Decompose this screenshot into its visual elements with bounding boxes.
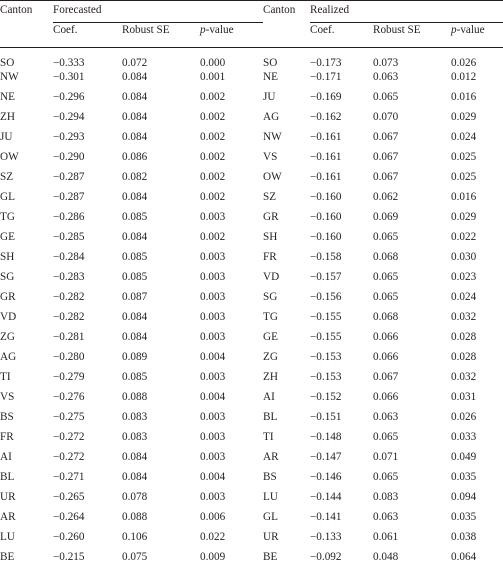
forecasted-pvalue-cell: 0.003 (200, 310, 263, 330)
forecasted-se-cell: 0.083 (122, 410, 200, 430)
realized-coef-cell: −0.156 (310, 290, 373, 310)
realized-se-cell: 0.063 (373, 70, 451, 90)
table-row (0, 250, 503, 270)
forecasted-coef-cell: −0.287 (53, 170, 122, 190)
forecasted-pvalue-cell: 0.009 (200, 550, 263, 570)
forecasted-pvalue-cell: 0.000 (200, 48, 263, 71)
realized-coef-cell: −0.160 (310, 210, 373, 230)
forecasted-se-cell: 0.085 (122, 270, 200, 290)
realized-coef-cell: −0.160 (310, 190, 373, 210)
realized-se-cell: 0.066 (373, 330, 451, 350)
realized-coef-cell: −0.152 (310, 390, 373, 410)
realized-pvalue-cell: 0.023 (451, 270, 503, 290)
forecasted-pvalue-cell: 0.004 (200, 470, 263, 490)
realized-canton-cell: AI (263, 390, 310, 410)
forecasted-canton-cell: AI (0, 450, 53, 470)
realized-se-cell: 0.067 (373, 370, 451, 390)
forecasted-pvalue-cell: 0.006 (200, 510, 263, 530)
realized-pvalue-cell: 0.024 (451, 130, 503, 150)
forecasted-coef-cell: −0.265 (53, 490, 122, 510)
realized-se-cell: 0.063 (373, 410, 451, 430)
forecasted-pvalue-cell: 0.002 (200, 130, 263, 150)
forecasted-pvalue-cell: 0.002 (200, 230, 263, 250)
realized-canton-cell: UR (263, 530, 310, 550)
realized-group-header: Realized (310, 1, 503, 23)
forecasted-pvalue-cell: 0.001 (200, 70, 263, 90)
forecasted-coef-cell: −0.301 (53, 70, 122, 90)
table-row (0, 370, 503, 390)
table-row (0, 210, 503, 230)
table-row (0, 330, 503, 350)
realized-pvalue-cell: 0.029 (451, 110, 503, 130)
forecasted-coef-cell: −0.260 (53, 530, 122, 550)
forecasted-pvalue-cell: 0.003 (200, 250, 263, 270)
forecasted-se-cell: 0.084 (122, 70, 200, 90)
realized-coef-cell: −0.151 (310, 410, 373, 430)
forecasted-pvalue-cell: 0.003 (200, 410, 263, 430)
forecasted-coef-cell: −0.282 (53, 290, 122, 310)
realized-se-cell: 0.068 (373, 310, 451, 330)
realized-se-cell: 0.065 (373, 470, 451, 490)
forecasted-canton-cell: TI (0, 370, 53, 390)
realized-pvalue-cell: 0.033 (451, 430, 503, 450)
forecasted-coef-cell: −0.271 (53, 470, 122, 490)
forecasted-coef-cell: −0.296 (53, 90, 122, 110)
realized-canton-cell: JU (263, 90, 310, 110)
forecasted-coef-cell: −0.284 (53, 250, 122, 270)
table-row (0, 410, 503, 430)
table-row (0, 450, 503, 470)
forecasted-canton-cell: BL (0, 470, 53, 490)
realized-pvalue-cell: 0.032 (451, 310, 503, 330)
realized-se-cell: 0.067 (373, 130, 451, 150)
realized-se-cell: 0.070 (373, 110, 451, 130)
realized-coef-cell: −0.144 (310, 490, 373, 510)
forecasted-coef-cell: −0.286 (53, 210, 122, 230)
realized-coef-cell: −0.148 (310, 430, 373, 450)
realized-pvalue-cell: 0.035 (451, 470, 503, 490)
forecasted-pvalue-cell: 0.003 (200, 330, 263, 350)
forecasted-pvalue-cell: 0.022 (200, 530, 263, 550)
table-row (0, 470, 503, 490)
realized-pvalue-cell: 0.025 (451, 150, 503, 170)
realized-pvalue-cell: 0.031 (451, 390, 503, 410)
forecasted-pvalue-header (200, 23, 263, 48)
forecasted-group-header: Forecasted (53, 1, 263, 23)
realized-coef-cell: −0.153 (310, 350, 373, 370)
realized-se-cell: 0.065 (373, 430, 451, 450)
table-row (0, 550, 503, 570)
canton-subheader-blank-2 (263, 23, 310, 48)
forecasted-pvalue-cell: 0.003 (200, 370, 263, 390)
forecasted-coef-cell: −0.280 (53, 350, 122, 370)
forecasted-canton-cell: ZH (0, 110, 53, 130)
table-row (0, 530, 503, 550)
forecasted-canton-cell: TG (0, 210, 53, 230)
realized-se-cell: 0.061 (373, 530, 451, 550)
realized-se-cell: 0.066 (373, 390, 451, 410)
realized-se-header: Robust SE (373, 23, 451, 48)
realized-canton-cell: VD (263, 270, 310, 290)
realized-pvalue-cell: 0.026 (451, 410, 503, 430)
forecasted-se-cell: 0.084 (122, 470, 200, 490)
pvalue-suffix: -value (206, 24, 234, 36)
forecasted-canton-cell: VD (0, 310, 53, 330)
forecasted-canton-cell: NW (0, 70, 53, 90)
forecasted-pvalue-cell: 0.003 (200, 210, 263, 230)
pvalue-suffix: -value (457, 24, 485, 36)
pvalue-italic: p (451, 24, 457, 36)
realized-coef-cell: −0.157 (310, 270, 373, 290)
realized-canton-cell: SO (263, 48, 310, 71)
forecasted-pvalue-cell: 0.002 (200, 190, 263, 210)
forecasted-coef-cell: −0.287 (53, 190, 122, 210)
table-row (0, 190, 503, 210)
forecasted-pvalue-cell: 0.003 (200, 430, 263, 450)
forecasted-coef-cell: −0.272 (53, 430, 122, 450)
table-row (0, 270, 503, 290)
realized-pvalue-cell: 0.094 (451, 490, 503, 510)
realized-pvalue-cell: 0.022 (451, 230, 503, 250)
realized-pvalue-cell: 0.028 (451, 330, 503, 350)
realized-pvalue-cell: 0.024 (451, 290, 503, 310)
canton-header-realized: Canton (263, 1, 310, 23)
realized-canton-cell: GL (263, 510, 310, 530)
table-row (0, 150, 503, 170)
realized-pvalue-cell: 0.035 (451, 510, 503, 530)
realized-pvalue-cell: 0.029 (451, 210, 503, 230)
realized-canton-cell: SG (263, 290, 310, 310)
realized-canton-cell: GR (263, 210, 310, 230)
forecasted-coef-cell: −0.283 (53, 270, 122, 290)
forecasted-se-cell: 0.084 (122, 90, 200, 110)
table-row (0, 70, 503, 90)
realized-coef-cell: −0.161 (310, 130, 373, 150)
pvalue-italic: p (200, 24, 206, 36)
table-row (0, 310, 503, 330)
realized-coef-cell: −0.141 (310, 510, 373, 530)
forecasted-se-cell: 0.086 (122, 150, 200, 170)
forecasted-coef-cell: −0.333 (53, 48, 122, 71)
realized-se-cell: 0.083 (373, 490, 451, 510)
forecasted-coef-cell: −0.272 (53, 450, 122, 470)
realized-coef-cell: −0.160 (310, 230, 373, 250)
forecasted-canton-cell: SG (0, 270, 53, 290)
realized-canton-cell: GE (263, 330, 310, 350)
realized-canton-cell: SH (263, 230, 310, 250)
realized-se-cell: 0.065 (373, 230, 451, 250)
realized-se-cell: 0.062 (373, 190, 451, 210)
realized-pvalue-cell: 0.030 (451, 250, 503, 270)
realized-canton-cell: ZG (263, 350, 310, 370)
realized-pvalue-cell: 0.012 (451, 70, 503, 90)
realized-pvalue-cell: 0.026 (451, 48, 503, 71)
forecasted-pvalue-cell: 0.004 (200, 390, 263, 410)
realized-canton-cell: BE (263, 550, 310, 570)
realized-canton-cell: AR (263, 450, 310, 470)
forecasted-canton-cell: AG (0, 350, 53, 370)
forecasted-coef-cell: −0.293 (53, 130, 122, 150)
table-row (0, 290, 503, 310)
forecasted-pvalue-cell: 0.003 (200, 270, 263, 290)
forecasted-se-cell: 0.084 (122, 450, 200, 470)
realized-se-cell: 0.065 (373, 90, 451, 110)
realized-se-cell: 0.048 (373, 550, 451, 570)
realized-canton-cell: NE (263, 70, 310, 90)
forecasted-canton-cell: JU (0, 130, 53, 150)
forecasted-canton-cell: FR (0, 430, 53, 450)
forecasted-canton-cell: LU (0, 530, 53, 550)
forecasted-coef-cell: −0.279 (53, 370, 122, 390)
realized-coef-cell: −0.092 (310, 550, 373, 570)
realized-pvalue-cell: 0.049 (451, 450, 503, 470)
header-group-row (0, 1, 503, 23)
forecasted-se-cell: 0.084 (122, 110, 200, 130)
table-body (0, 48, 503, 570)
forecasted-se-cell: 0.085 (122, 210, 200, 230)
realized-coef-cell: −0.158 (310, 250, 373, 270)
realized-pvalue-cell: 0.064 (451, 550, 503, 570)
realized-canton-cell: TG (263, 310, 310, 330)
table-row (0, 130, 503, 150)
forecasted-coef-cell: −0.282 (53, 310, 122, 330)
forecasted-se-cell: 0.106 (122, 530, 200, 550)
forecasted-coef-cell: −0.281 (53, 330, 122, 350)
realized-canton-cell: OW (263, 170, 310, 190)
realized-pvalue-cell: 0.016 (451, 190, 503, 210)
realized-coef-cell: −0.161 (310, 150, 373, 170)
realized-pvalue-cell: 0.016 (451, 90, 503, 110)
forecasted-se-cell: 0.083 (122, 430, 200, 450)
table-header (0, 1, 503, 48)
forecasted-se-header: Robust SE (122, 23, 200, 48)
forecasted-pvalue-cell: 0.003 (200, 450, 263, 470)
forecasted-pvalue-cell: 0.002 (200, 150, 263, 170)
realized-se-cell: 0.065 (373, 290, 451, 310)
table-row (0, 48, 503, 71)
forecasted-canton-cell: UR (0, 490, 53, 510)
realized-canton-cell: BL (263, 410, 310, 430)
forecasted-canton-cell: GL (0, 190, 53, 210)
forecasted-coef-header: Coef. (53, 23, 122, 48)
realized-se-cell: 0.069 (373, 210, 451, 230)
realized-pvalue-cell: 0.038 (451, 530, 503, 550)
forecasted-se-cell: 0.084 (122, 310, 200, 330)
forecasted-coef-cell: −0.275 (53, 410, 122, 430)
realized-se-cell: 0.073 (373, 48, 451, 71)
forecasted-coef-cell: −0.294 (53, 110, 122, 130)
realized-coef-cell: −0.155 (310, 310, 373, 330)
forecasted-coef-cell: −0.285 (53, 230, 122, 250)
canton-subheader-blank (0, 23, 53, 48)
realized-se-cell: 0.071 (373, 450, 451, 470)
table-row (0, 230, 503, 250)
forecasted-coef-cell: −0.215 (53, 550, 122, 570)
forecasted-coef-cell: −0.264 (53, 510, 122, 530)
forecasted-canton-cell: SH (0, 250, 53, 270)
realized-canton-cell: SZ (263, 190, 310, 210)
forecasted-se-cell: 0.075 (122, 550, 200, 570)
forecasted-se-cell: 0.089 (122, 350, 200, 370)
forecasted-canton-cell: AR (0, 510, 53, 530)
realized-coef-cell: −0.146 (310, 470, 373, 490)
forecasted-pvalue-cell: 0.002 (200, 110, 263, 130)
forecasted-se-cell: 0.088 (122, 510, 200, 530)
forecasted-canton-cell: ZG (0, 330, 53, 350)
forecasted-pvalue-cell: 0.003 (200, 290, 263, 310)
forecasted-se-cell: 0.084 (122, 130, 200, 150)
forecasted-pvalue-cell: 0.004 (200, 350, 263, 370)
realized-se-cell: 0.065 (373, 270, 451, 290)
forecasted-se-cell: 0.078 (122, 490, 200, 510)
forecasted-se-cell: 0.087 (122, 290, 200, 310)
realized-pvalue-cell: 0.028 (451, 350, 503, 370)
forecasted-canton-cell: BS (0, 410, 53, 430)
forecasted-canton-cell: VS (0, 390, 53, 410)
realized-canton-cell: VS (263, 150, 310, 170)
forecasted-se-cell: 0.082 (122, 170, 200, 190)
forecasted-canton-cell: GE (0, 230, 53, 250)
realized-coef-cell: −0.162 (310, 110, 373, 130)
realized-canton-cell: TI (263, 430, 310, 450)
realized-coef-cell: −0.173 (310, 48, 373, 71)
table-row (0, 170, 503, 190)
table-row (0, 350, 503, 370)
realized-coef-cell: −0.161 (310, 170, 373, 190)
forecasted-se-cell: 0.088 (122, 390, 200, 410)
realized-coef-cell: −0.153 (310, 370, 373, 390)
canton-header-forecasted: Canton (0, 1, 53, 23)
realized-coef-cell: −0.171 (310, 70, 373, 90)
forecasted-canton-cell: GR (0, 290, 53, 310)
realized-coef-cell: −0.169 (310, 90, 373, 110)
realized-coef-cell: −0.147 (310, 450, 373, 470)
table-row (0, 390, 503, 410)
realized-coef-cell: −0.133 (310, 530, 373, 550)
realized-pvalue-cell: 0.025 (451, 170, 503, 190)
header-sub-row (0, 23, 503, 48)
realized-canton-cell: FR (263, 250, 310, 270)
realized-se-cell: 0.067 (373, 150, 451, 170)
forecasted-canton-cell: BE (0, 550, 53, 570)
forecasted-canton-cell: SZ (0, 170, 53, 190)
realized-canton-cell: BS (263, 470, 310, 490)
table-row (0, 110, 503, 130)
realized-canton-cell: AG (263, 110, 310, 130)
forecasted-se-cell: 0.084 (122, 190, 200, 210)
realized-se-cell: 0.067 (373, 170, 451, 190)
forecasted-coef-cell: −0.276 (53, 390, 122, 410)
forecasted-coef-cell: −0.290 (53, 150, 122, 170)
realized-se-cell: 0.066 (373, 350, 451, 370)
realized-pvalue-cell: 0.032 (451, 370, 503, 390)
forecasted-canton-cell: SO (0, 48, 53, 71)
forecasted-canton-cell: OW (0, 150, 53, 170)
forecasted-pvalue-cell: 0.002 (200, 90, 263, 110)
forecasted-pvalue-cell: 0.002 (200, 170, 263, 190)
table-row (0, 490, 503, 510)
realized-se-cell: 0.068 (373, 250, 451, 270)
forecasted-se-cell: 0.085 (122, 370, 200, 390)
table-row (0, 430, 503, 450)
table-row (0, 90, 503, 110)
realized-pvalue-header (451, 23, 503, 48)
forecasted-se-cell: 0.084 (122, 230, 200, 250)
realized-canton-cell: ZH (263, 370, 310, 390)
realized-se-cell: 0.063 (373, 510, 451, 530)
forecasted-canton-cell: NE (0, 90, 53, 110)
forecasted-pvalue-cell: 0.003 (200, 490, 263, 510)
table-row (0, 510, 503, 530)
forecasted-se-cell: 0.084 (122, 330, 200, 350)
realized-canton-cell: NW (263, 130, 310, 150)
realized-canton-cell: LU (263, 490, 310, 510)
realized-coef-cell: −0.155 (310, 330, 373, 350)
realized-coef-header: Coef. (310, 23, 373, 48)
forecasted-se-cell: 0.085 (122, 250, 200, 270)
forecasted-se-cell: 0.072 (122, 48, 200, 71)
